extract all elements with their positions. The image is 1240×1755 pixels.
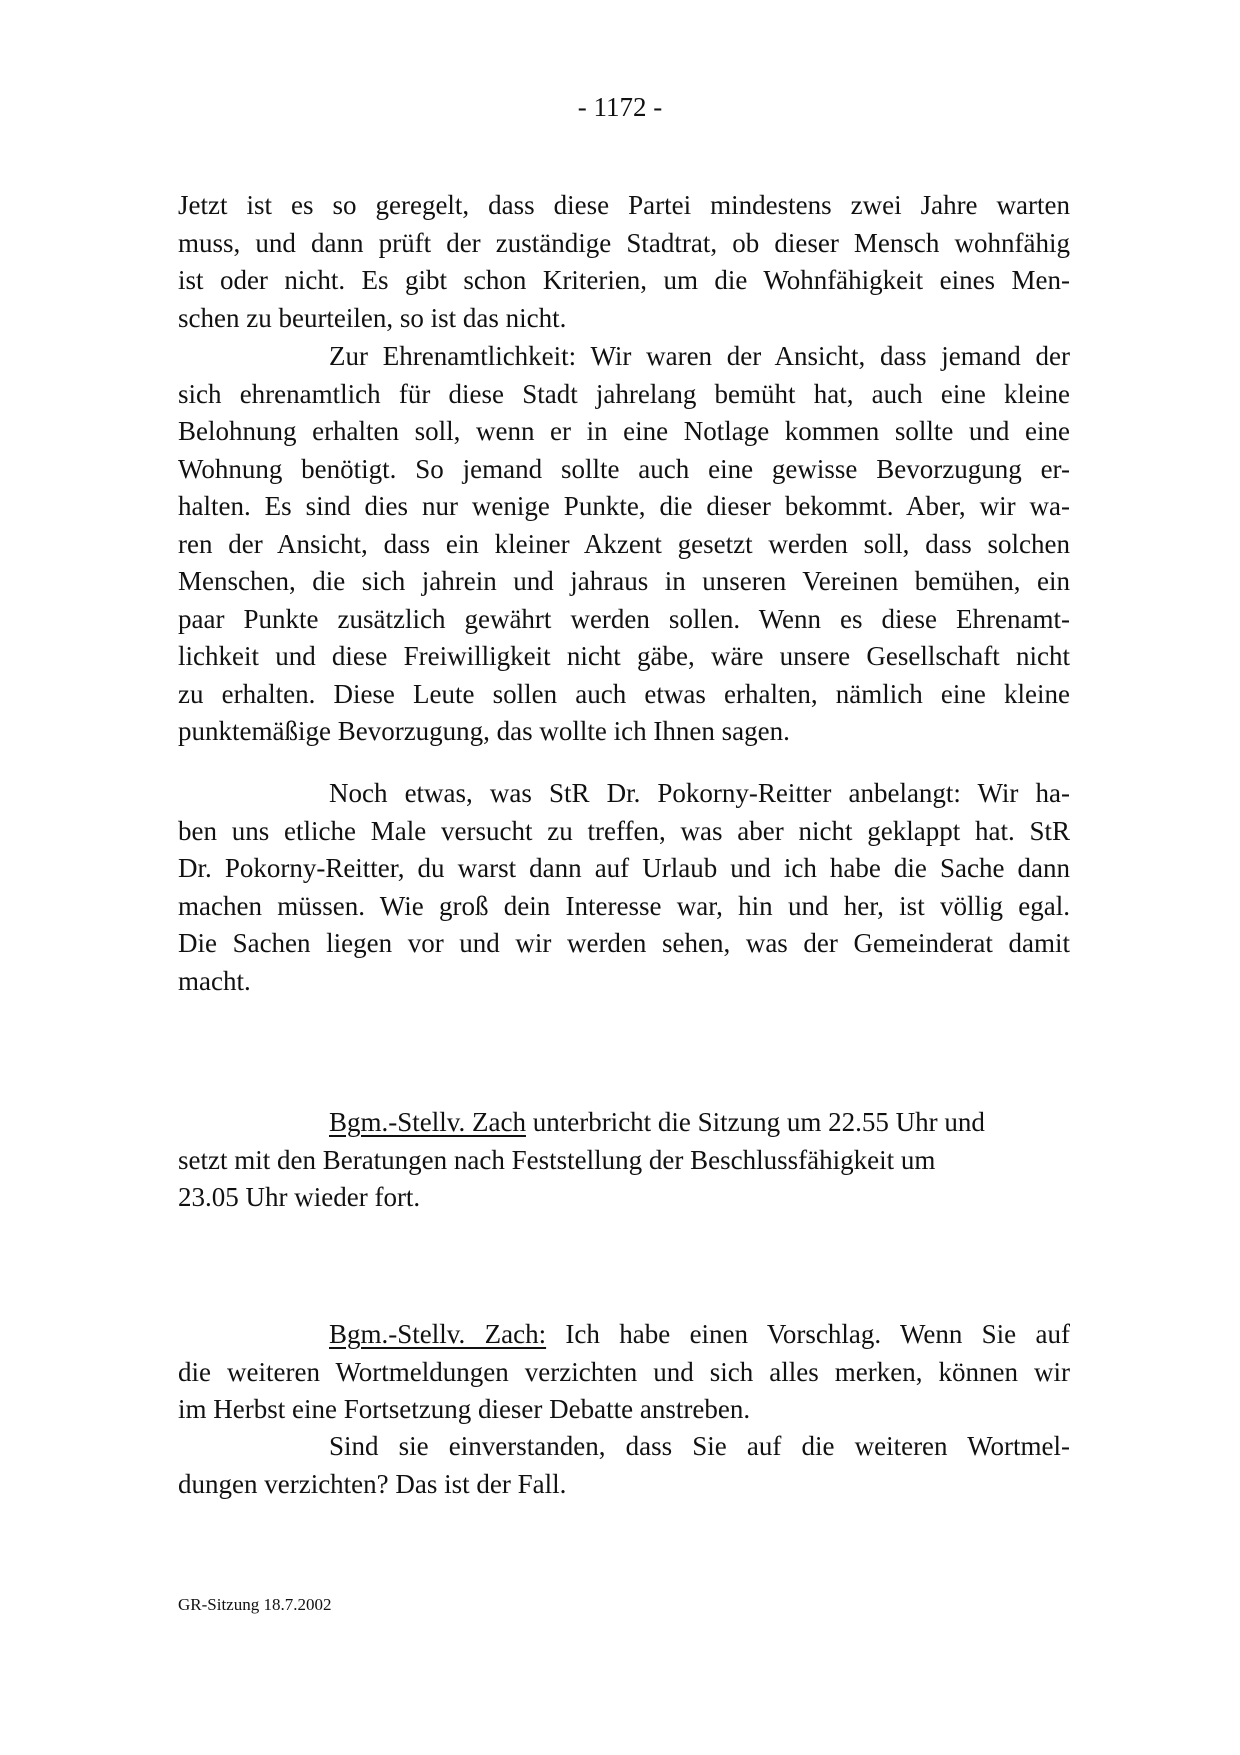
text-line: sich ehrenamtlich für diese Stadt jahrelang bemüht hat, auch eine kleine bbox=[178, 378, 1070, 409]
page-footer: GR-Sitzung 18.7.2002 bbox=[178, 1595, 332, 1614]
text-line: ist oder nicht. Es gibt schon Kriterien, um die Wohnfähigkeit eines Men- bbox=[178, 265, 1070, 295]
text-line: ren der Ansicht, dass ein kleiner Akzent gesetzt werden soll, dass solchen bbox=[178, 528, 1070, 559]
text-line: dungen verzichten? Das ist der Fall. bbox=[178, 1468, 567, 1499]
text-line: Belohnung erhalten soll, wenn er in eine Notlage kommen sollte und eine bbox=[178, 416, 1070, 446]
paragraph-pokorny-reitter bbox=[178, 775, 1070, 1000]
text-line: zu erhalten. Diese Leute sollen auch etwas erhalten, nämlich eine kleine bbox=[178, 678, 1070, 709]
text-line: machen müssen. Wie groß dein Interesse war, hin und her, ist völlig egal. bbox=[178, 890, 1070, 921]
text-line: ben uns etliche Male versucht zu treffen, was aber nicht geklappt hat. StR bbox=[178, 815, 1070, 846]
text-line: paar Punkte zusätzlich gewährt werden sollen. Wenn es diese Ehrenamt- bbox=[178, 603, 1070, 634]
speaker-text: unterbricht die Sitzung um 22.55 Uhr und bbox=[525, 1107, 985, 1137]
text-line: punktemäßige Bevorzugung, das wollte ich Ihnen sagen. bbox=[178, 716, 790, 746]
speaker-name: Bgm.-Stellv. Zach bbox=[329, 1107, 526, 1137]
text-line: Zur Ehrenamtlichkeit: Wir waren der Ansicht, dass jemand der bbox=[329, 341, 1070, 371]
text-line: Jetzt ist es so geregelt, dass diese Partei mindestens zwei Jahre warten bbox=[178, 190, 1070, 220]
text-line: Die Sachen liegen vor und wir werden sehen, was der Gemeinderat damit bbox=[178, 928, 1070, 958]
text-line bbox=[178, 1104, 1070, 1142]
paragraph-vorschlag bbox=[178, 1316, 1070, 1429]
text-line: 23.05 Uhr wieder fort. bbox=[178, 1182, 421, 1212]
speaker-text: Ich habe einen Vorschlag. Wenn Sie auf bbox=[546, 1319, 1070, 1349]
text-line: halten. Es sind dies nur wenige Punkte, die dieser bekommt. Aber, wir wa- bbox=[178, 491, 1070, 521]
speaker-name: Bgm.-Stellv. Zach: bbox=[329, 1319, 547, 1349]
text-line bbox=[178, 1316, 1070, 1354]
text-line: muss, und dann prüft der zuständige Stadtrat, ob dieser Mensch wohnfähig bbox=[178, 227, 1070, 258]
text-line: Wohnung benötigt. So jemand sollte auch eine gewisse Bevorzugung er- bbox=[178, 453, 1070, 484]
paragraph-sitzungsunterbrechung bbox=[178, 1104, 1070, 1217]
text-line: die weiteren Wortmeldungen verzichten und sich alles merken, können wir bbox=[178, 1356, 1070, 1387]
text-line: Noch etwas, was StR Dr. Pokorny-Reitter anbelangt: Wir ha- bbox=[329, 778, 1070, 808]
text-line: lichkeit und diese Freiwilligkeit nicht gäbe, wäre unsere Gesellschaft nicht bbox=[178, 641, 1070, 671]
text-line: macht. bbox=[178, 965, 251, 996]
text-line: Dr. Pokorny-Reitter, du warst dann auf Urlaub und ich habe die Sache dann bbox=[178, 853, 1070, 883]
text-line: Sind sie einverstanden, dass Sie auf die weiteren Wortmel- bbox=[329, 1431, 1070, 1461]
paragraph-einverstanden bbox=[178, 1428, 1070, 1503]
text-line: im Herbst eine Fortsetzung dieser Debatte anstreben. bbox=[178, 1394, 751, 1424]
text-line: setzt mit den Beratungen nach Feststellung der Beschlussfähigkeit um bbox=[178, 1144, 936, 1175]
paragraph-ehrenamtlichkeit bbox=[178, 338, 1070, 751]
paragraph-wohnfaehigkeit bbox=[178, 187, 1070, 337]
page-number: - 1172 - bbox=[577, 92, 663, 122]
text-line: Menschen, die sich jahrein und jahraus in unseren Vereinen bemühen, ein bbox=[178, 566, 1070, 596]
text-line: schen zu beurteilen, so ist das nicht. bbox=[178, 302, 567, 333]
